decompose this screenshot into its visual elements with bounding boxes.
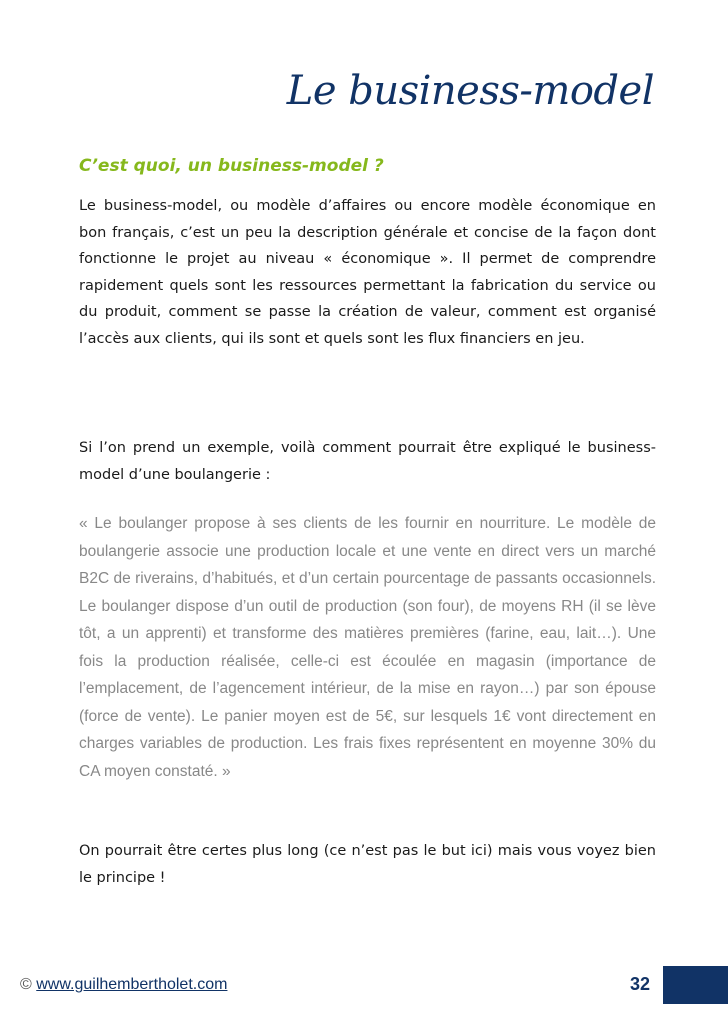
website-link[interactable]: www.guilhembertholet.com (36, 976, 228, 993)
intro-paragraph: Le business-model, ou modèle d’affaires ou encore modèle économique en bon français, c’est un peu la description générale et concise de la façon dont fonctionne le projet au niveau « économique ». Il permet de comprendre rapidement quels sont les ressources permettant la fabrication du service ou du produit, comment se passe la création de valeur, comment est organisé l’accès aux clients, qui ils sont et quels sont les flux financiers en jeu. (79, 198, 656, 347)
copyright-symbol: © (20, 976, 32, 993)
conclusion-paragraph: On pourrait être certes plus long (ce n’est pas le but ici) mais vous voyez bien le principe ! (79, 843, 656, 886)
page-title: Le business-model (286, 68, 654, 114)
bakery-quote: « Le boulanger propose à ses clients de les fournir en nourriture. Le modèle de boulangerie associe une production locale et une vente en direct vers un marché B2C de riverains, d’habitués, et d’un certain pourcentage de passants occasionnels. Le boulanger dispose d’un outil de production (son four), de moyens RH (il se lève tôt, a un apprenti) et transforme des matières premières (farine, eau, lait…). Une fois la production réalisée, celle-ci est écoulée en magasin (importance de l’emplacement, de l’agencement intérieur, de la mise en rayon…) par son épouse (force de vente). Le panier moyen est de 5€, sur lesquels 1€ vont directement en charges variables de production. Les frais fixes représentent en moyenne 30% du CA moyen constaté. » (79, 515, 656, 780)
example-paragraph: Si l’on prend un exemple, voilà comment pourrait être expliqué le business-model d’une boulangerie : (79, 440, 656, 483)
section-heading: C’est quoi, un business-model ? (79, 156, 384, 176)
footer-color-block (663, 966, 728, 1004)
footer-link[interactable] (20, 976, 227, 994)
page-number: 32 (629, 974, 650, 994)
